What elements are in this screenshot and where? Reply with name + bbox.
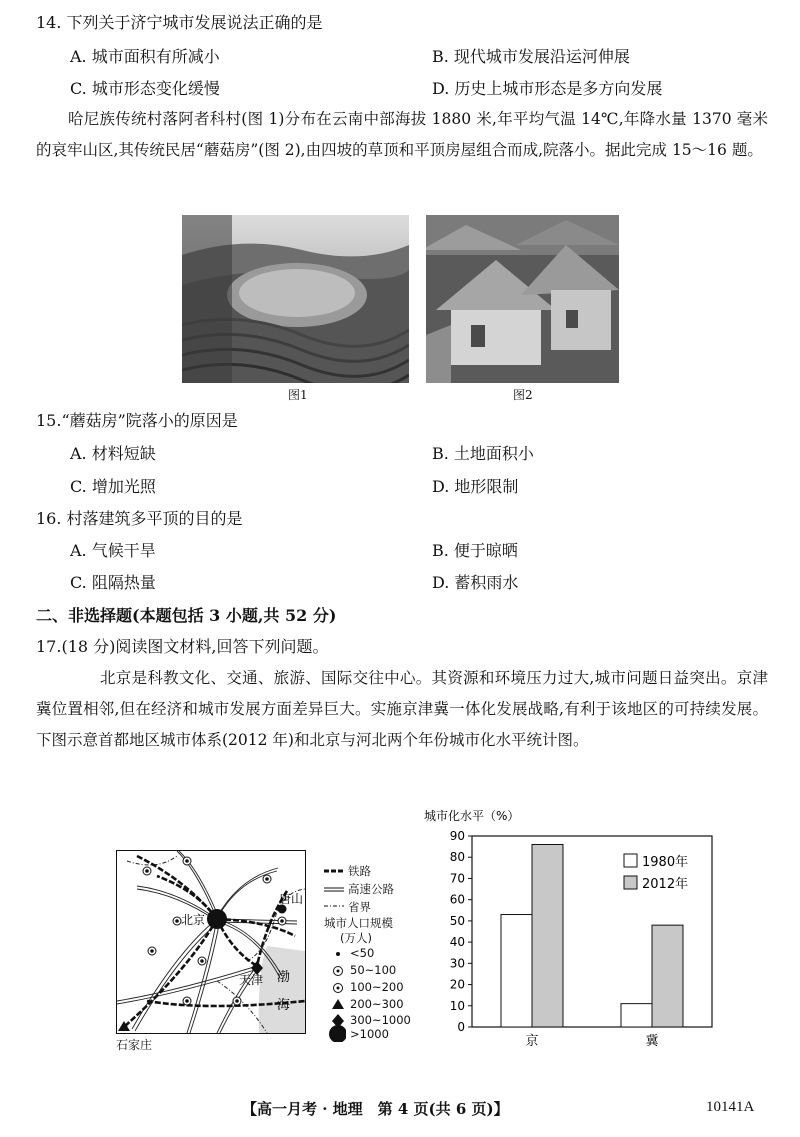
q16-option-b: B. 便于晾晒 — [432, 541, 518, 560]
y-tick-label: 40 — [449, 935, 465, 950]
chart-title: 城市化水平（%） — [424, 809, 520, 823]
q15-stem: 15.“蘑菇房”院落小的原因是 — [36, 411, 238, 430]
urbanization-chart — [410, 800, 730, 1052]
footer-code: 10141A — [706, 1099, 755, 1115]
y-tick-label: 60 — [449, 892, 465, 907]
y-tick-label: 10 — [449, 998, 465, 1013]
scale1-symbol — [336, 952, 340, 956]
q14-option-b: B. 现代城市发展沿运河伸展 — [432, 47, 630, 66]
tianjin-label: 天津 — [239, 973, 264, 987]
q16-stem: 16. 村落建筑多平顶的目的是 — [36, 509, 243, 528]
scale4-symbol — [332, 999, 344, 1009]
q14-option-d: D. 历史上城市形态是多方向发展 — [432, 79, 663, 98]
scale6-label: >1000 — [350, 1027, 389, 1041]
y-tick-label: 30 — [449, 956, 465, 971]
map-drawing — [117, 851, 305, 1033]
q16-option-a: A. 气候干旱 — [70, 541, 156, 560]
border-legend-label: 省界 — [348, 900, 371, 914]
q14-option-c: C. 城市形态变化缓慢 — [70, 79, 220, 98]
scale5-label: 300~1000 — [350, 1013, 411, 1027]
legend-swatch — [624, 876, 637, 889]
q14-stem: 14. 下列关于济宁城市发展说法正确的是 — [36, 13, 323, 32]
y-tick-label: 90 — [449, 829, 465, 843]
scale6-symbol — [329, 1025, 346, 1042]
figure2-caption: 图2 — [513, 388, 533, 402]
scale2-symbol — [337, 970, 340, 973]
bar-1980年-京 — [501, 915, 532, 1027]
intro-paragraph: 哈尼族传统村落阿者科村(图 1)分布在云南中部海拔 1880 米,年平均气温 14℃,年降水量 1370 毫米的哀牢山区,其传统民居“蘑菇房”(图 2),由四坡的草顶和平顶房屋组合而成,院落小。据此完成 15～16 题。 — [36, 110, 768, 159]
q16-option-c: C. 阻隔热量 — [70, 573, 156, 592]
q16-option-d: D. 蓄积雨水 — [432, 573, 519, 592]
q15-option-d: D. 地形限制 — [432, 477, 519, 496]
bar-1980年-冀 — [621, 1004, 652, 1027]
scale3-label: 100~200 — [350, 980, 404, 994]
legend-label: 2012年 — [642, 877, 689, 892]
bohai-sea — [259, 946, 305, 1033]
scale-legend-unit: (万人) — [340, 931, 372, 945]
y-tick-label: 80 — [449, 850, 465, 865]
y-tick-label: 70 — [449, 871, 465, 886]
legend-label: 1980年 — [642, 855, 689, 870]
capital-region-map — [116, 850, 306, 1034]
footer-page-info: 【高一月考 · 地理 第 4 页(共 6 页)】 — [242, 1100, 509, 1118]
q17-stem: 17.(18 分)阅读图文材料,回答下列问题。 — [36, 637, 329, 656]
figure2-photo — [426, 215, 619, 383]
beijing-label: 北京 — [181, 913, 206, 927]
figure1-photo — [182, 215, 409, 383]
scale-legend-title: 城市人口规模 — [324, 916, 393, 930]
bar-2012年-京 — [532, 844, 563, 1027]
scale1-label: <50 — [350, 946, 375, 960]
shijiazhuang-label: 石家庄 — [116, 1038, 153, 1052]
q15-option-c: C. 增加光照 — [70, 477, 156, 496]
sea-label-2: 海 — [277, 998, 291, 1013]
section2-heading: 二、非选择题(本题包括 3 小题,共 52 分) — [36, 606, 337, 625]
y-tick-label: 20 — [449, 977, 465, 992]
bar-2012年-冀 — [652, 925, 683, 1027]
highway-legend-label: 高速公路 — [348, 882, 394, 896]
figure1-caption: 图1 — [288, 388, 308, 402]
q15-option-a: A. 材料短缺 — [70, 444, 156, 463]
q17-text: 北京是科教文化、交通、旅游、国际交往中心。其资源和环境压力过大,城市问题日益突出。京津冀位置相邻,但在经济和城市发展方面差异巨大。实施京津冀一体化发展战略,有利于该地区的可持续发展。下图示意首都地区城市体系(2012 年)和北京与河北两个年份城市化水平统计图。 — [36, 669, 768, 749]
q15-option-b: B. 土地面积小 — [432, 444, 534, 463]
x-tick-label: 京 — [525, 1034, 539, 1049]
tangshan-label: 唐山 — [279, 892, 304, 906]
scale4-label: 200~300 — [350, 997, 404, 1011]
x-tick-label: 冀 — [645, 1034, 659, 1049]
legend-swatch — [624, 854, 637, 867]
beijing-marker — [207, 909, 227, 929]
y-tick-label: 50 — [449, 913, 465, 928]
q14-option-a: A. 城市面积有所减小 — [70, 47, 220, 66]
scale2-label: 50~100 — [350, 963, 397, 977]
sea-label-1: 渤 — [277, 970, 291, 985]
y-tick-label: 0 — [457, 1020, 465, 1034]
railway-legend-label: 铁路 — [348, 864, 371, 878]
